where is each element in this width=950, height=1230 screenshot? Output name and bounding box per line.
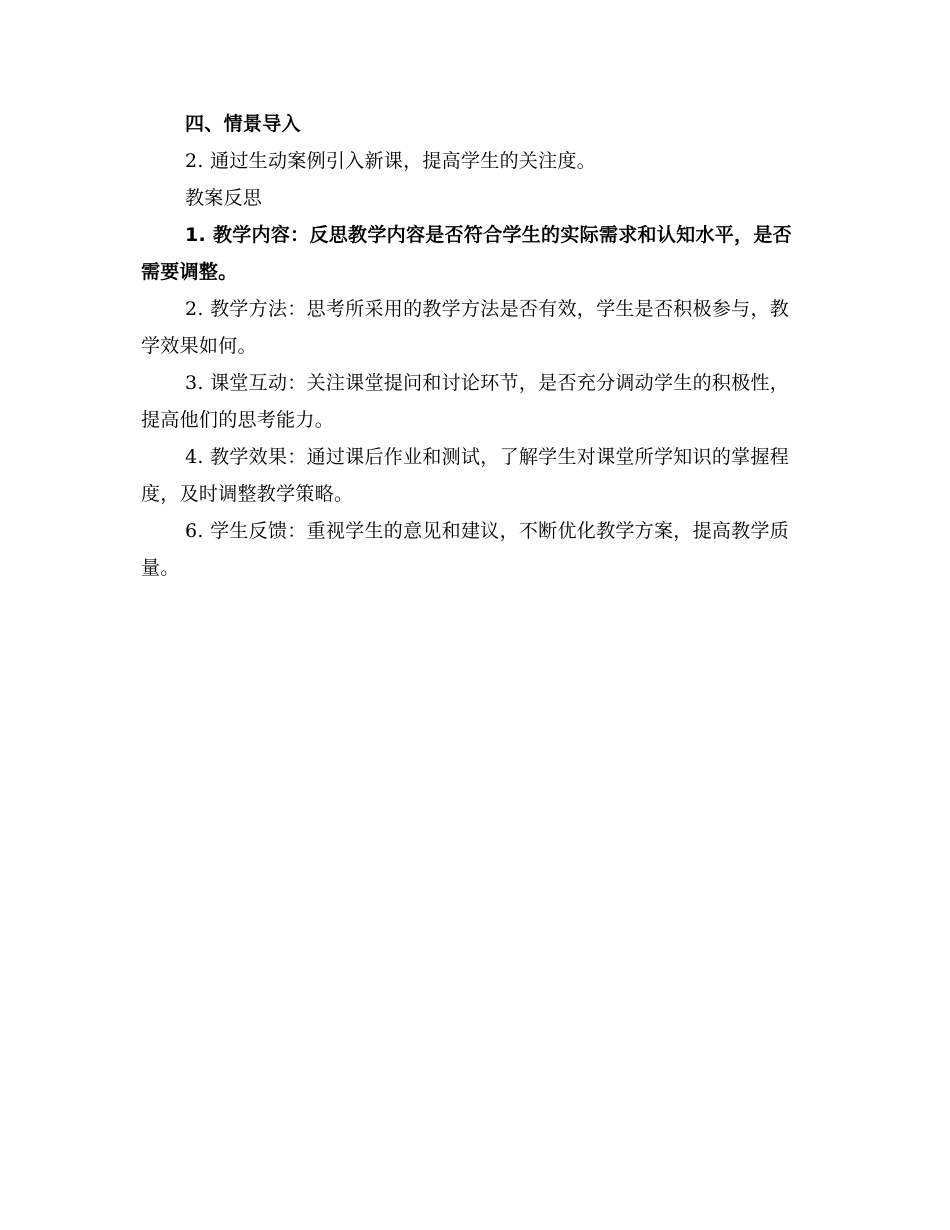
reflection-item-interaction: 3. 课堂互动：关注课堂提问和讨论环节，是否充分调动学生的积极性，提高他们的思考能力。 <box>141 372 790 431</box>
reflection-item-method: 2. 教学方法：思考所采用的教学方法是否有效，学生是否积极参与，教学效果如何。 <box>141 298 790 357</box>
reflection-item-content: 1. 教学内容：反思教学内容是否符合学生的实际需求和认知水平，是否需要调整。 <box>141 224 792 283</box>
reflection-item-effect: 4. 教学效果：通过课后作业和测试，了解学生对课堂所学知识的掌握程度，及时调整教学策略。 <box>141 446 790 505</box>
section-heading: 四、情景导入 <box>185 113 301 135</box>
document-body <box>141 106 805 587</box>
intro-line: 2. 通过生动案例引入新课，提高学生的关注度。 <box>185 150 597 172</box>
reflection-title: 教案反思 <box>185 187 263 209</box>
reflection-item-feedback: 6. 学生反馈：重视学生的意见和建议，不断优化教学方案，提高教学质量。 <box>141 520 790 579</box>
